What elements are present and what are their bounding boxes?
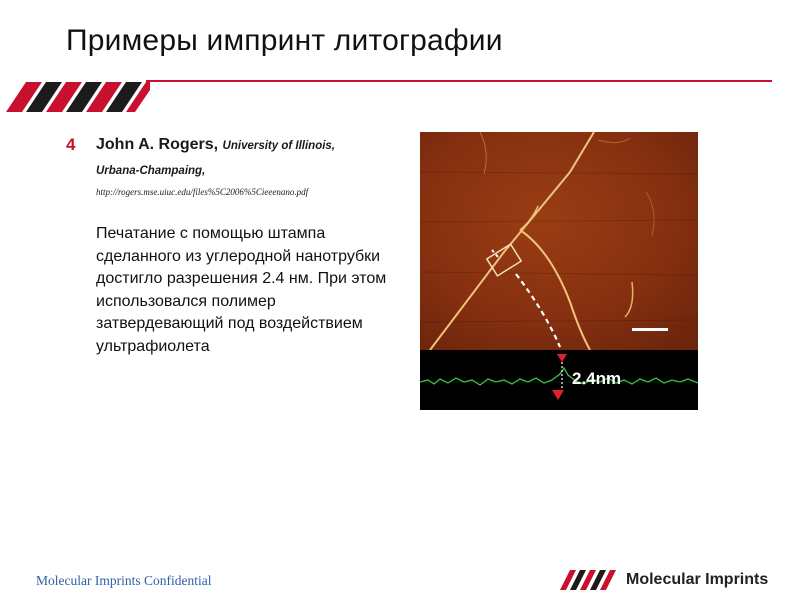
logo-stripes-icon xyxy=(558,570,618,590)
description-text: Печатание с помощью штампа сделанного из углеродной нанотрубки достигло разрешения 2.4 нм. При этом использовался полимер затвердевающий под воздействием ультрафиолета xyxy=(96,225,387,355)
slide-title: Примеры импринт литографии xyxy=(66,24,503,57)
figure-scale-label: 2.4nm xyxy=(572,369,622,388)
afm-nanotube-image xyxy=(420,132,698,410)
company-logo xyxy=(558,570,768,590)
bullet-marker: 4 xyxy=(66,135,76,154)
source-url[interactable]: http://rogers.mse.uiuc.edu/files%5C2006%5Cieeenano.pdf xyxy=(96,187,309,197)
author-line xyxy=(96,136,416,154)
footer-confidential: Molecular Imprints Confidential xyxy=(36,573,212,588)
header-stripes-decoration xyxy=(0,82,150,112)
header-rule xyxy=(146,80,772,82)
author-affiliation: University of Illinois, xyxy=(222,140,336,152)
author-affiliation-city: Urbana-Champaing, xyxy=(96,165,206,177)
author-name: John A. Rogers, xyxy=(96,136,219,153)
logo-text: Molecular Imprints xyxy=(626,571,769,588)
